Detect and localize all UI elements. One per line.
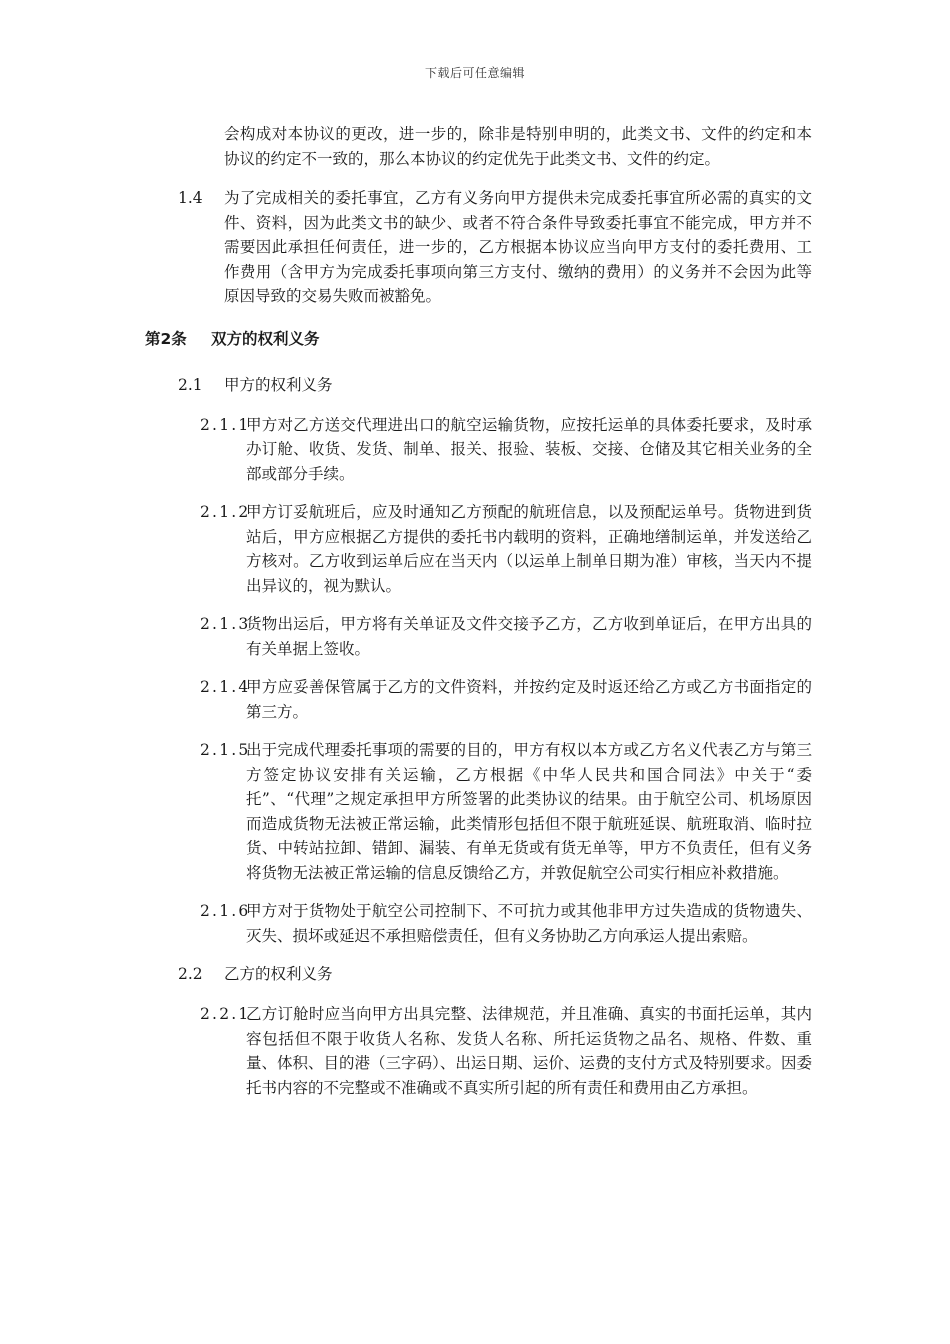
clause-number: 2.1.1 <box>200 415 251 434</box>
clause-number: 1.4 <box>178 189 203 207</box>
clause-2-1-6 <box>200 899 812 948</box>
clause-number: 2.1.6 <box>200 902 251 920</box>
document-body <box>0 122 950 1114</box>
page-header-note: 下载后可任意编辑 <box>424 66 525 80</box>
subsection-title: 乙方的权利义务 <box>224 965 333 983</box>
subsection-number: 2.2 <box>178 965 203 983</box>
clause-text: 甲方应妥善保管属于乙方的文件资料，并按约定及时返还给乙方或乙方书面指定的第三方。 <box>246 678 812 721</box>
section-heading <box>145 327 950 351</box>
clause-2-1-2 <box>200 500 812 598</box>
clause-number: 2.1.2 <box>200 503 251 521</box>
clause-text: 甲方对乙方送交代理进出口的航空运输货物，应按托运单的具体委托要求，及时承办订舱、收货、发货、制单、报关、报验、装板、交接、仓储及其它相关业务的全部或部分手续。 <box>246 415 812 483</box>
clause-text: 货物出运后，甲方将有关单证及文件交接予乙方，乙方收到单证后，在甲方出具的有关单据上签收。 <box>246 615 812 658</box>
clause-text: 乙方订舱时应当向甲方出具完整、法律规范，并且准确、真实的书面托运单，其内容包括但不限于收货人名称、发货人名称、所托运货物之品名、规格、件数、重量、体积、目的港（三字码）、出运日期、运价、运费的支付方式及特别要求。因委托书内容的不完整或不准确或不真实所引起的所有责任和费用由乙方承担。 <box>246 1005 812 1097</box>
continuation-paragraph <box>224 122 812 171</box>
section-number: 第2条 <box>145 329 187 348</box>
clause-2-2-1 <box>200 1002 812 1100</box>
clause-text: 甲方订妥航班后，应及时通知乙方预配的航班信息，以及预配运单号。货物进到货站后，甲方应根据乙方提供的委托书内载明的资料，正确地缮制运单，并发送给乙方核对。乙方收到运单后应在当天内（以运单上制单日期为准）审核，当天内不提出异议的，视为默认。 <box>246 503 812 595</box>
clause-number: 2.1.5 <box>200 741 251 759</box>
clause-number: 2.1.4 <box>200 678 251 696</box>
clause-2-1-3 <box>200 612 812 661</box>
clause-2-1-1 <box>200 413 812 487</box>
clause-number: 2.1.3 <box>200 615 251 633</box>
clause-text: 为了完成相关的委托事宜，乙方有义务向甲方提供未完成委托事宜所必需的真实的文件、资料，因为此类文书的缺少、或者不符合条件导致委托事宜不能完成，甲方并不需要因此承担任何责任，进一步的，乙方根据本协议应当向甲方支付的委托费用、工作费用（含甲方为完成委托事项向第三方支付、缴纳的费用）的义务并不会因为此等原因导致的交易失败而被豁免。 <box>224 189 812 305</box>
continuation-text: 会构成对本协议的更改，进一步的，除非是特别申明的，此类文书、文件的约定和本协议的约定不一致的，那么本协议的约定优先于此类文书、文件的约定。 <box>224 125 812 168</box>
subsection-2-2-heading <box>178 962 950 986</box>
subsection-number: 2.1 <box>178 375 203 394</box>
section-title: 双方的权利义务 <box>211 329 320 348</box>
clause-text: 甲方对于货物处于航空公司控制下、不可抗力或其他非甲方过失造成的货物遗失、灭失、损坏或延迟不承担赔偿责任，但有义务协助乙方向承运人提出索赔。 <box>246 902 812 945</box>
clause-2-1-5 <box>200 738 812 885</box>
clause-number: 2.2.1 <box>200 1005 251 1023</box>
subsection-title: 甲方的权利义务 <box>224 375 333 394</box>
clause-text: 出于完成代理委托事项的需要的目的，甲方有权以本方或乙方名义代表乙方与第三方签定协议安排有关运输，乙方根据《中华人民共和国合同法》中关于“委托”、“代理”之规定承担甲方所签署的此类协议的结果。由于航空公司、机场原因而造成货物无法被正常运输，此类情形包括但不限于航班延误、航班取消、临时拉货、中转站拉卸、错卸、漏装、有单无货或有货无单等，甲方不负责任，但有义务将货物无法被正常运输的信息反馈给乙方，并敦促航空公司实行相应补救措施。 <box>246 741 812 882</box>
clause-2-1-4 <box>200 675 812 724</box>
subsection-2-1-heading <box>178 373 950 397</box>
clause-1-4 <box>178 186 812 309</box>
